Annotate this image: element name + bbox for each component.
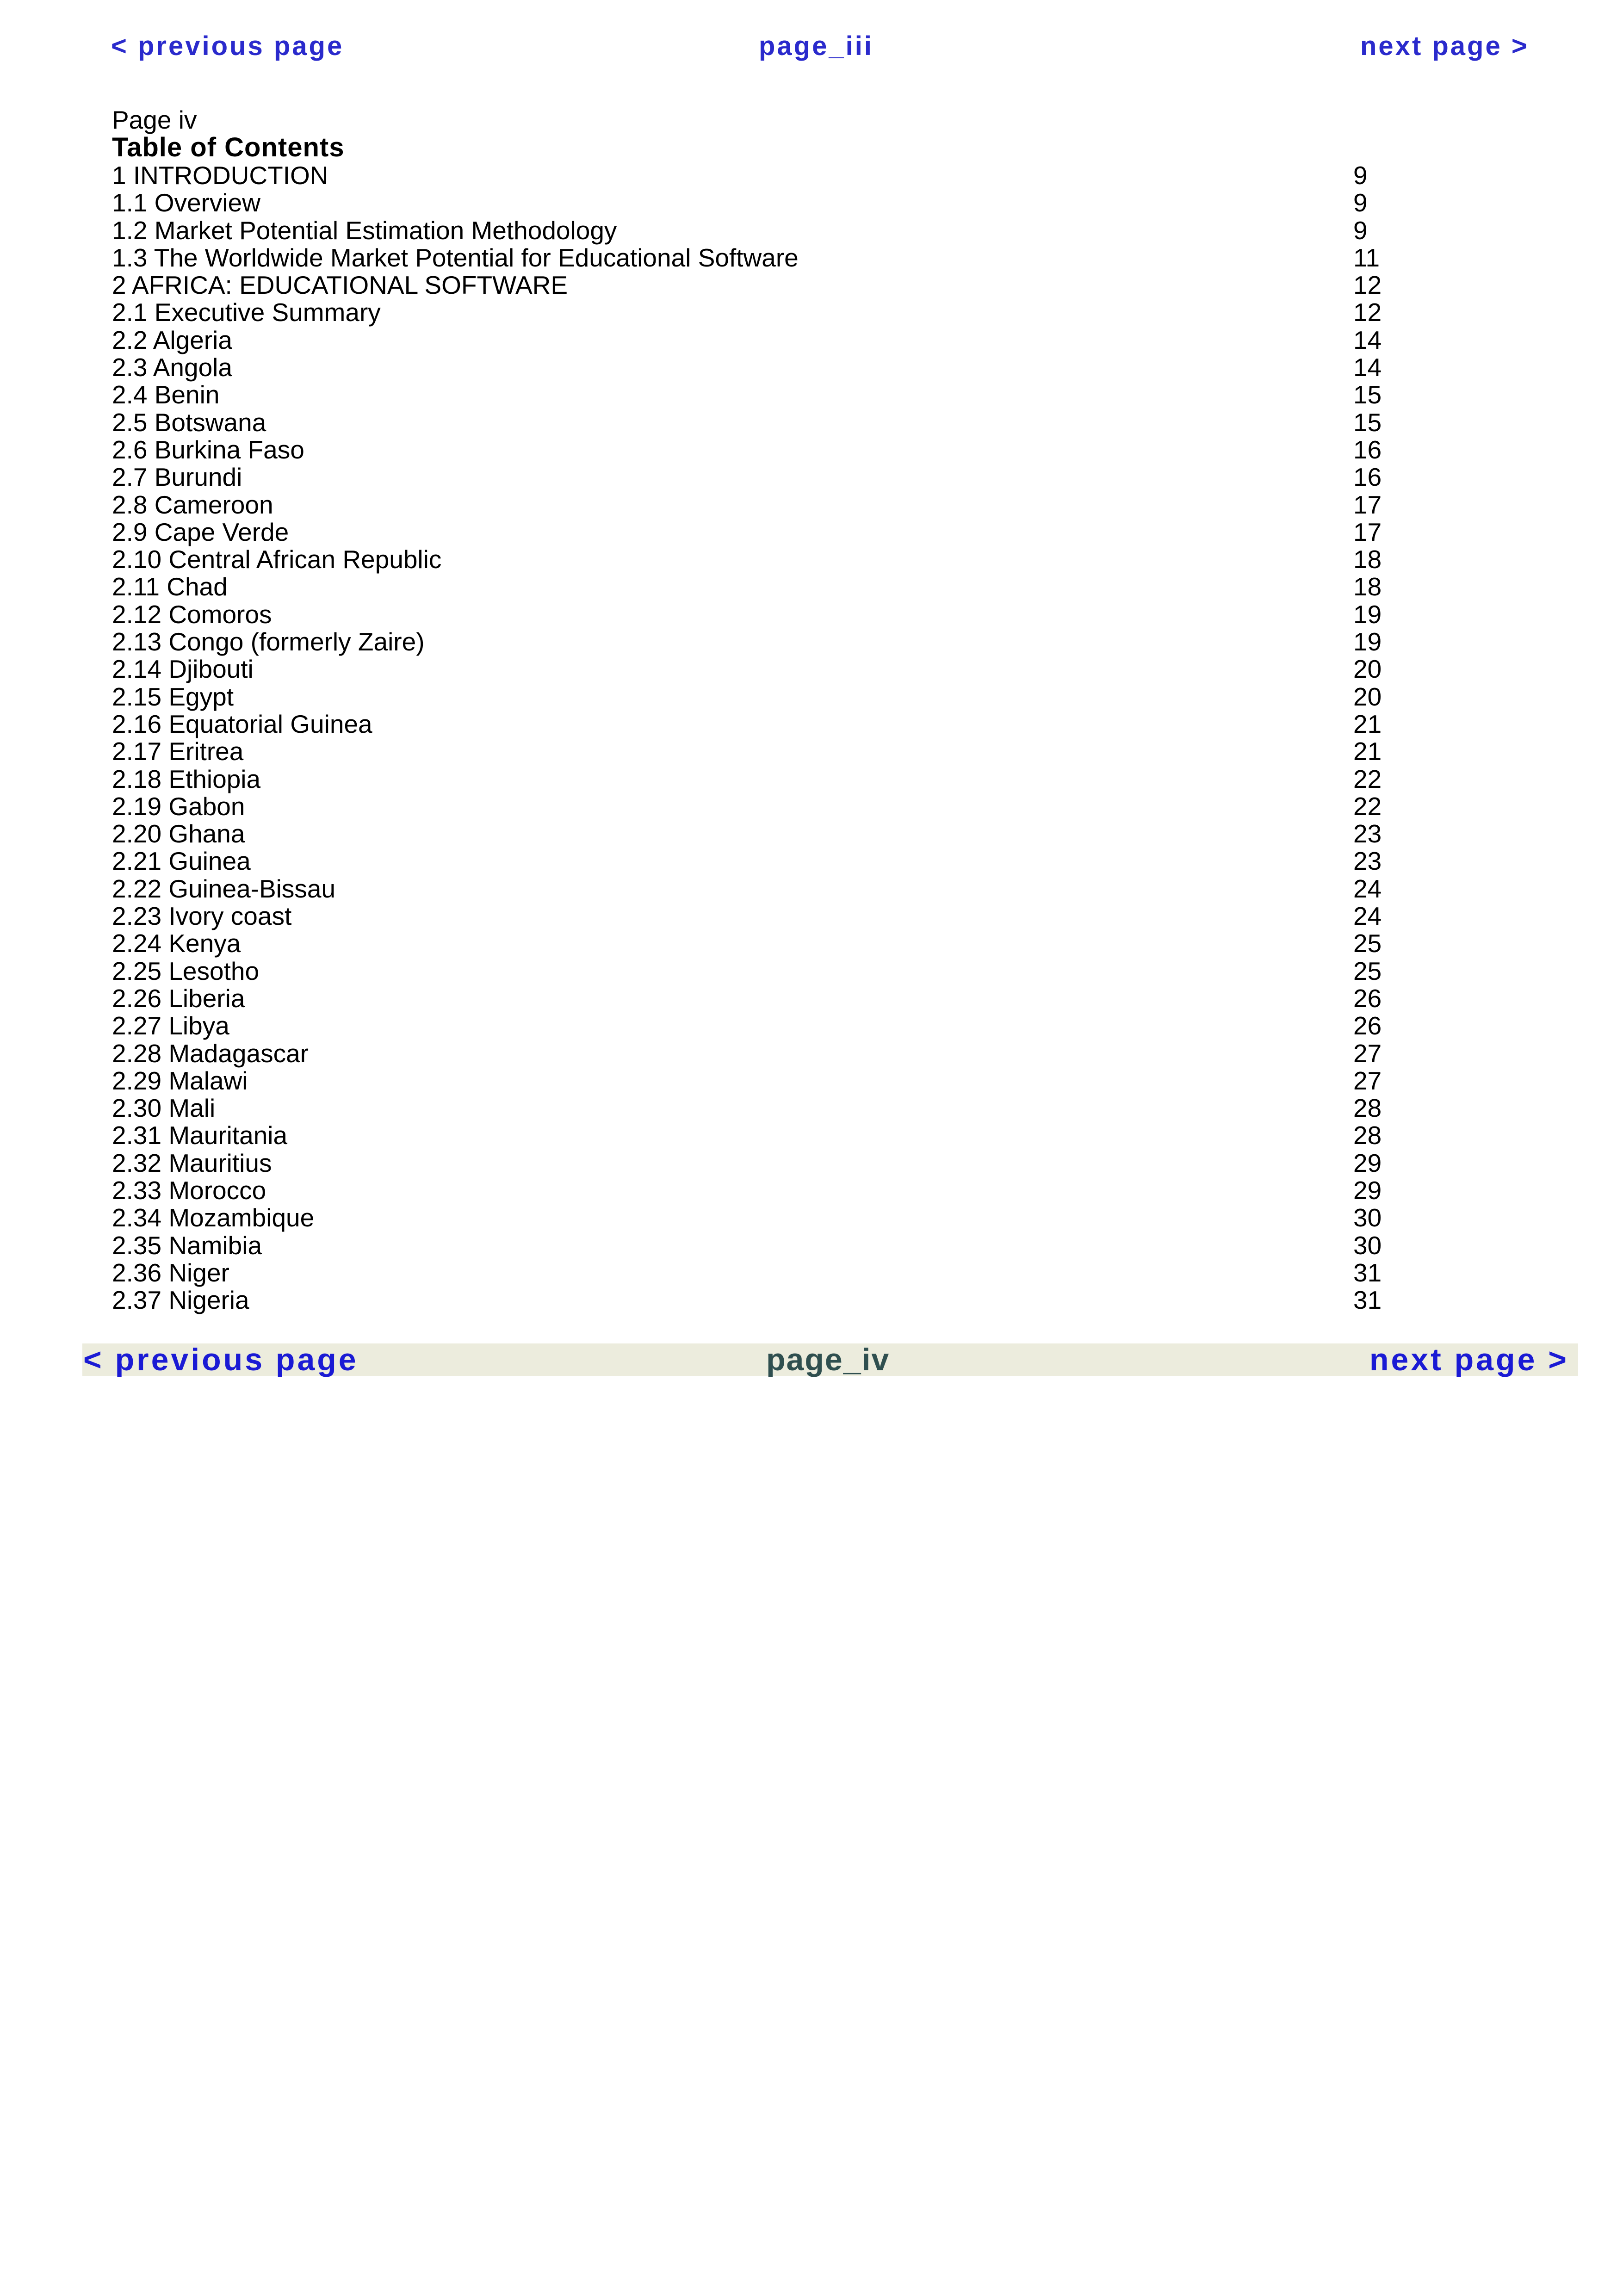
toc-entry-page: 26 bbox=[1353, 984, 1382, 1013]
toc-entry-page: 9 bbox=[1353, 188, 1368, 217]
toc-entry-page: 12 bbox=[1353, 298, 1382, 327]
toc-entry bbox=[112, 162, 1407, 189]
toc-entry-page: 12 bbox=[1353, 271, 1382, 300]
toc-entry-page: 24 bbox=[1353, 874, 1382, 903]
toc-entry-page: 18 bbox=[1353, 545, 1382, 574]
toc-entry-title: 2.14 Djibouti bbox=[112, 655, 254, 684]
page-label: Page iv bbox=[112, 105, 197, 134]
toc-entry-title: 2.9 Cape Verde bbox=[112, 517, 289, 546]
toc-entry-page: 9 bbox=[1353, 216, 1368, 245]
toc-entry-page: 25 bbox=[1353, 956, 1382, 985]
toc-entry bbox=[112, 546, 1407, 573]
toc-entry-page: 15 bbox=[1353, 408, 1382, 437]
toc-entry-page: 17 bbox=[1353, 490, 1382, 519]
toc-entry-title: 1 INTRODUCTION bbox=[112, 161, 328, 190]
toc-entry-title: 2.13 Congo (formerly Zaire) bbox=[112, 627, 425, 656]
toc-entry-title: 2.5 Botswana bbox=[112, 408, 266, 437]
toc-entry-page: 11 bbox=[1353, 243, 1380, 272]
toc-list bbox=[112, 162, 1407, 1314]
toc-entry-title: 2.4 Benin bbox=[112, 380, 220, 409]
toc-entry bbox=[112, 1122, 1407, 1149]
toc-entry bbox=[112, 793, 1407, 820]
toc-entry-page: 31 bbox=[1353, 1286, 1382, 1315]
toc-entry-title: 2.26 Liberia bbox=[112, 984, 245, 1013]
toc-entry-page: 9 bbox=[1353, 161, 1368, 190]
toc-entry-page: 30 bbox=[1353, 1203, 1382, 1232]
toc-entry bbox=[112, 244, 1407, 272]
toc-entry-page: 20 bbox=[1353, 655, 1382, 684]
toc-entry-title: 2.29 Malawi bbox=[112, 1066, 248, 1095]
toc-entry-page: 29 bbox=[1353, 1148, 1382, 1177]
top-prev-link-fragment[interactable]: < previous page bbox=[111, 31, 344, 61]
toc-entry bbox=[112, 656, 1407, 683]
toc-entry-page: 15 bbox=[1353, 380, 1382, 409]
toc-entry-page: 24 bbox=[1353, 902, 1382, 931]
current-page-label: page_iv bbox=[766, 1342, 890, 1377]
toc-entry-page: 18 bbox=[1353, 572, 1382, 601]
toc-entry-title: 2.37 Nigeria bbox=[112, 1286, 249, 1315]
toc-entry-title: 1.2 Market Potential Estimation Methodology bbox=[112, 216, 617, 245]
toc-entry bbox=[112, 1232, 1407, 1259]
page-nav-bar bbox=[82, 1343, 1578, 1376]
toc-entry-title: 2.15 Egypt bbox=[112, 682, 234, 711]
toc-entry bbox=[112, 464, 1407, 491]
toc-entry bbox=[112, 1012, 1407, 1040]
toc-entry bbox=[112, 491, 1407, 519]
top-next-link-fragment[interactable]: next page > bbox=[1360, 31, 1529, 61]
toc-entry-page: 27 bbox=[1353, 1039, 1382, 1068]
toc-entry-page: 21 bbox=[1353, 709, 1382, 738]
toc-entry bbox=[112, 381, 1407, 408]
toc-entry bbox=[112, 217, 1407, 244]
toc-entry-title: 1.3 The Worldwide Market Potential for Educational Software bbox=[112, 243, 799, 272]
toc-entry bbox=[112, 327, 1407, 354]
toc-entry bbox=[112, 903, 1407, 930]
toc-entry bbox=[112, 519, 1407, 546]
toc-entry-page: 30 bbox=[1353, 1231, 1382, 1260]
toc-entry-page: 23 bbox=[1353, 847, 1382, 876]
toc-entry bbox=[112, 985, 1407, 1012]
toc-entry-title: 2.1 Executive Summary bbox=[112, 298, 381, 327]
toc-entry-title: 2.35 Namibia bbox=[112, 1231, 262, 1260]
toc-entry-title: 2.8 Cameroon bbox=[112, 490, 273, 519]
toc-entry-title: 2.25 Lesotho bbox=[112, 956, 260, 985]
toc-title: Table of Contents bbox=[112, 132, 345, 162]
toc-entry bbox=[112, 601, 1407, 628]
toc-entry-page: 23 bbox=[1353, 819, 1382, 848]
toc-entry-title: 2.31 Mauritania bbox=[112, 1121, 288, 1150]
toc-entry-page: 28 bbox=[1353, 1121, 1382, 1150]
toc-entry bbox=[112, 436, 1407, 464]
toc-entry bbox=[112, 958, 1407, 985]
toc-entry-page: 16 bbox=[1353, 435, 1382, 464]
toc-entry-title: 2.6 Burkina Faso bbox=[112, 435, 304, 464]
toc-entry bbox=[112, 1095, 1407, 1122]
toc-entry bbox=[112, 628, 1407, 656]
toc-entry bbox=[112, 409, 1407, 436]
toc-entry-title: 2.36 Niger bbox=[112, 1258, 229, 1287]
toc-entry bbox=[112, 573, 1407, 600]
toc-entry-title: 2.23 Ivory coast bbox=[112, 902, 292, 931]
toc-entry-page: 29 bbox=[1353, 1176, 1382, 1205]
toc-entry-title: 2.22 Guinea-Bissau bbox=[112, 874, 336, 903]
toc-entry-title: 1.1 Overview bbox=[112, 188, 260, 217]
toc-entry bbox=[112, 848, 1407, 875]
toc-entry-title: 2.7 Burundi bbox=[112, 463, 242, 492]
toc-entry bbox=[112, 354, 1407, 381]
toc-entry-page: 26 bbox=[1353, 1011, 1382, 1040]
toc-entry-page: 27 bbox=[1353, 1066, 1382, 1095]
toc-entry bbox=[112, 1177, 1407, 1204]
toc-entry-page: 19 bbox=[1353, 627, 1382, 656]
toc-entry-title: 2.18 Ethiopia bbox=[112, 764, 261, 793]
toc-entry-page: 20 bbox=[1353, 682, 1382, 711]
toc-entry bbox=[112, 1287, 1407, 1314]
toc-entry-title: 2.12 Comoros bbox=[112, 600, 272, 629]
toc-entry bbox=[112, 1259, 1407, 1287]
toc-entry-title: 2.11 Chad bbox=[112, 572, 228, 601]
toc-entry-title: 2.24 Kenya bbox=[112, 929, 241, 958]
toc-entry-page: 16 bbox=[1353, 463, 1382, 492]
toc-entry-title: 2.34 Mozambique bbox=[112, 1203, 315, 1232]
toc-entry-title: 2.20 Ghana bbox=[112, 819, 245, 848]
toc-entry-title: 2.19 Gabon bbox=[112, 792, 245, 821]
toc-entry bbox=[112, 875, 1407, 903]
toc-entry-title: 2.28 Madagascar bbox=[112, 1039, 309, 1068]
toc-entry-page: 19 bbox=[1353, 600, 1382, 629]
toc-entry-page: 21 bbox=[1353, 737, 1382, 766]
toc-entry-title: 2.21 Guinea bbox=[112, 847, 251, 876]
toc-entry-title: 2.33 Morocco bbox=[112, 1176, 266, 1205]
toc-entry bbox=[112, 711, 1407, 738]
top-current-page-fragment: page_iii bbox=[759, 31, 873, 61]
toc-entry-title: 2.32 Mauritius bbox=[112, 1148, 272, 1177]
toc-entry bbox=[112, 820, 1407, 848]
toc-entry-title: 2.16 Equatorial Guinea bbox=[112, 709, 372, 738]
top-nav-fragment bbox=[0, 0, 1623, 79]
toc-entry-page: 28 bbox=[1353, 1094, 1382, 1123]
toc-entry-title: 2 AFRICA: EDUCATIONAL SOFTWARE bbox=[112, 271, 568, 300]
toc-entry bbox=[112, 1204, 1407, 1232]
toc-entry-page: 17 bbox=[1353, 517, 1382, 546]
toc-entry-page: 14 bbox=[1353, 325, 1382, 354]
toc-entry-page: 14 bbox=[1353, 353, 1382, 382]
toc-entry-page: 25 bbox=[1353, 929, 1382, 958]
toc-entry-title: 2.2 Algeria bbox=[112, 325, 232, 354]
toc-entry bbox=[112, 1040, 1407, 1067]
toc-entry bbox=[112, 683, 1407, 711]
toc-entry bbox=[112, 738, 1407, 765]
toc-entry-page: 22 bbox=[1353, 792, 1382, 821]
toc-entry-title: 2.30 Mali bbox=[112, 1094, 216, 1123]
next-page-link[interactable]: next page > bbox=[1369, 1342, 1569, 1377]
toc-entry-page: 22 bbox=[1353, 764, 1382, 793]
toc-entry bbox=[112, 766, 1407, 793]
toc-entry bbox=[112, 1150, 1407, 1177]
toc-entry bbox=[112, 272, 1407, 299]
toc-entry-page: 31 bbox=[1353, 1258, 1382, 1287]
toc-entry bbox=[112, 189, 1407, 217]
toc-entry bbox=[112, 930, 1407, 957]
toc-entry-title: 2.17 Eritrea bbox=[112, 737, 244, 766]
toc-entry-title: 2.10 Central African Republic bbox=[112, 545, 442, 574]
toc-entry bbox=[112, 299, 1407, 326]
toc-entry-title: 2.3 Angola bbox=[112, 353, 232, 382]
toc-entry bbox=[112, 1067, 1407, 1095]
toc-entry-title: 2.27 Libya bbox=[112, 1011, 229, 1040]
previous-page-link[interactable]: < previous page bbox=[83, 1342, 359, 1377]
